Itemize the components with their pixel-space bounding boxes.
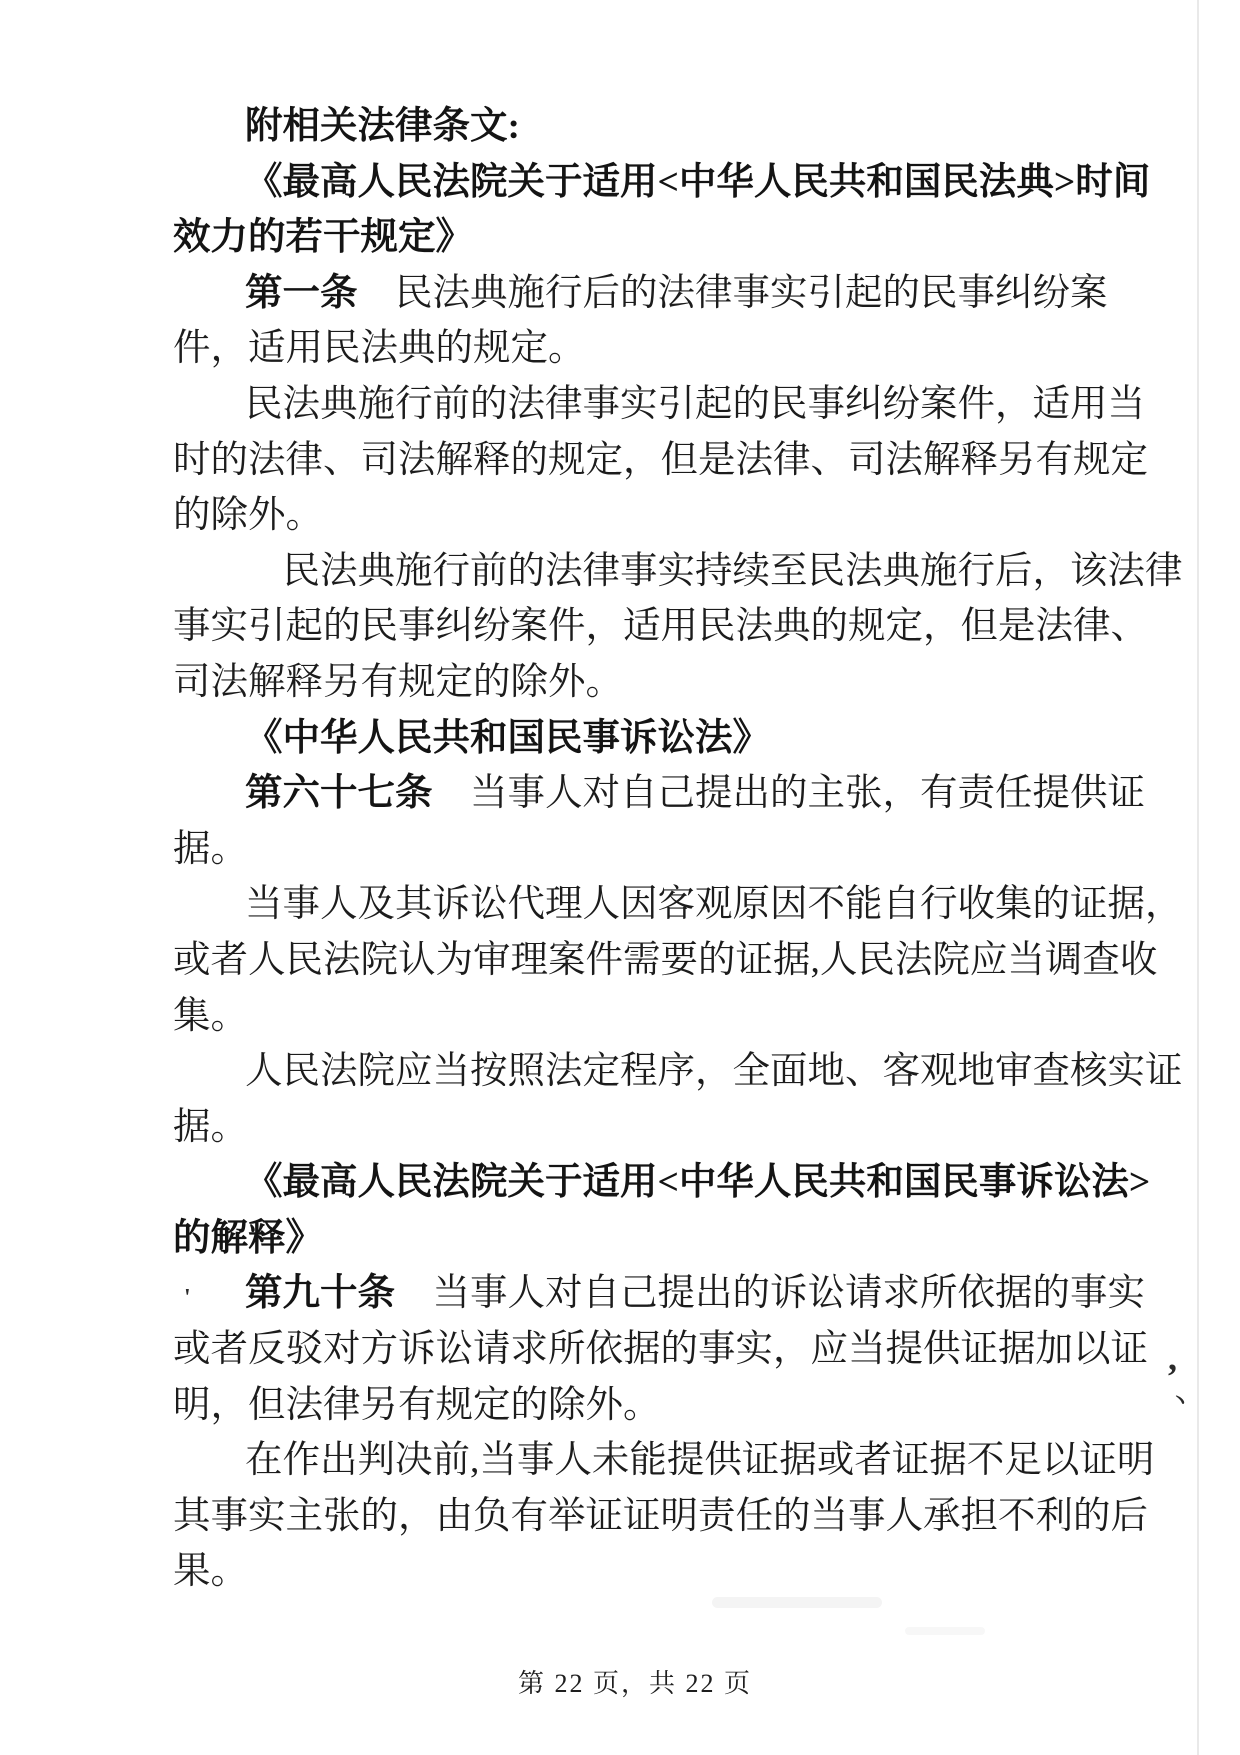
doc-line	[173, 266, 1163, 322]
doc-line	[173, 1378, 1163, 1434]
doc-line-heading-text: 《中华人民共和国民事诉讼法》	[245, 717, 770, 759]
doc-line-body-text: 集。	[173, 995, 248, 1037]
doc-line	[173, 599, 1163, 655]
doc-line-body-text: 当事人对自己提出的诉讼请求所依据的事实	[395, 1273, 1145, 1315]
doc-line-body-text: 的除外。	[173, 495, 323, 537]
doc-line	[173, 488, 1163, 544]
doc-line	[173, 1155, 1163, 1211]
doc-line	[173, 655, 1163, 711]
doc-line-body-text: 时的法律、司法解释的规定，但是法律、司法解释另有规定	[173, 439, 1148, 481]
doc-line	[173, 822, 1163, 878]
doc-line	[173, 1322, 1163, 1378]
doc-line	[173, 766, 1163, 822]
doc-line-heading-text: 附相关法律条文:	[245, 106, 520, 147]
doc-line-body-text: 或者人民法院认为审理案件需要的证据,人民法院应当调查收	[173, 939, 1158, 981]
doc-line-body-text: 在作出判决前,当事人未能提供证据或者证据不足以证明	[245, 1440, 1155, 1482]
doc-line	[173, 377, 1163, 433]
doc-line	[173, 1433, 1163, 1489]
doc-line-body-text: 人民法院应当按照法定程序，全面地、客观地审查核实证	[245, 1051, 1183, 1093]
doc-line	[173, 155, 1163, 211]
doc-line	[173, 544, 1183, 600]
scan-smudge	[905, 1627, 985, 1635]
doc-line-body-text: 据。	[173, 828, 248, 870]
doc-line-body-text: 当事人及其诉讼代理人因客观原因不能自行收集的证据，	[245, 884, 1183, 926]
doc-line-body-text: 果。	[173, 1551, 248, 1593]
doc-line-body-text: 据。	[173, 1106, 248, 1148]
doc-line-body-text: 事实引起的民事纠纷案件，适用民法典的规定，但是法律、	[173, 606, 1148, 648]
doc-line	[173, 1266, 1163, 1322]
doc-line	[173, 1100, 1163, 1156]
doc-line	[173, 933, 1163, 989]
doc-line-heading-text: 第六十七条	[245, 773, 433, 815]
doc-line	[173, 321, 1163, 377]
doc-line-heading-text: 效力的若干规定》	[173, 217, 473, 259]
doc-line	[173, 989, 1163, 1045]
doc-line-heading-text: 第一条	[245, 272, 358, 314]
doc-line	[173, 877, 1183, 933]
doc-line-body-text: 或者反驳对方诉讼请求所依据的事实，应当提供证据加以证	[173, 1329, 1148, 1371]
ink-mark-artifact: ,	[1168, 1338, 1177, 1378]
doc-line-body-text: 当事人对自己提出的主张，有责任提供证	[432, 773, 1145, 815]
doc-line-body-text: 其事实主张的，由负有举证证明责任的当事人承担不利的后	[173, 1495, 1148, 1537]
doc-line	[173, 210, 1163, 266]
ink-mark-artifact: '	[184, 1285, 191, 1311]
ink-mark-artifact: 丶	[1170, 1391, 1190, 1413]
doc-line	[173, 1211, 1163, 1267]
legal-provisions-text-block	[173, 99, 1183, 1600]
doc-line-heading-text: 的解释》	[173, 1217, 323, 1259]
page-number-footer: 第 22 页，共 22 页	[517, 1669, 752, 1698]
doc-line	[173, 1544, 1163, 1600]
doc-line	[173, 433, 1163, 489]
doc-line-body-text: 件，适用民法典的规定。	[173, 328, 586, 370]
doc-line-body-text: 民法典施行前的法律事实引起的民事纠纷案件，适用当	[245, 383, 1145, 425]
doc-line-body-text: 司法解释另有规定的除外。	[173, 661, 623, 703]
doc-line	[173, 711, 1163, 767]
doc-line	[173, 1489, 1163, 1545]
scan-edge-line	[1197, 0, 1199, 1755]
doc-line-body-text: 民法典施行后的法律事实引起的民事纠纷案	[357, 272, 1108, 314]
doc-line-heading-text: 第九十条	[245, 1273, 395, 1315]
doc-line	[173, 1044, 1183, 1100]
doc-line	[173, 99, 1163, 155]
doc-line-body-text: 民法典施行前的法律事实持续至民法典施行后，该法律	[245, 550, 1183, 592]
doc-line-heading-text: 《最高人民法院关于适用<中华人民共和国民法典>时间	[245, 161, 1151, 203]
doc-line-body-text: 明，但法律另有规定的除外。	[173, 1384, 661, 1426]
doc-line-heading-text: 《最高人民法院关于适用<中华人民共和国民事诉讼法>	[245, 1162, 1151, 1204]
